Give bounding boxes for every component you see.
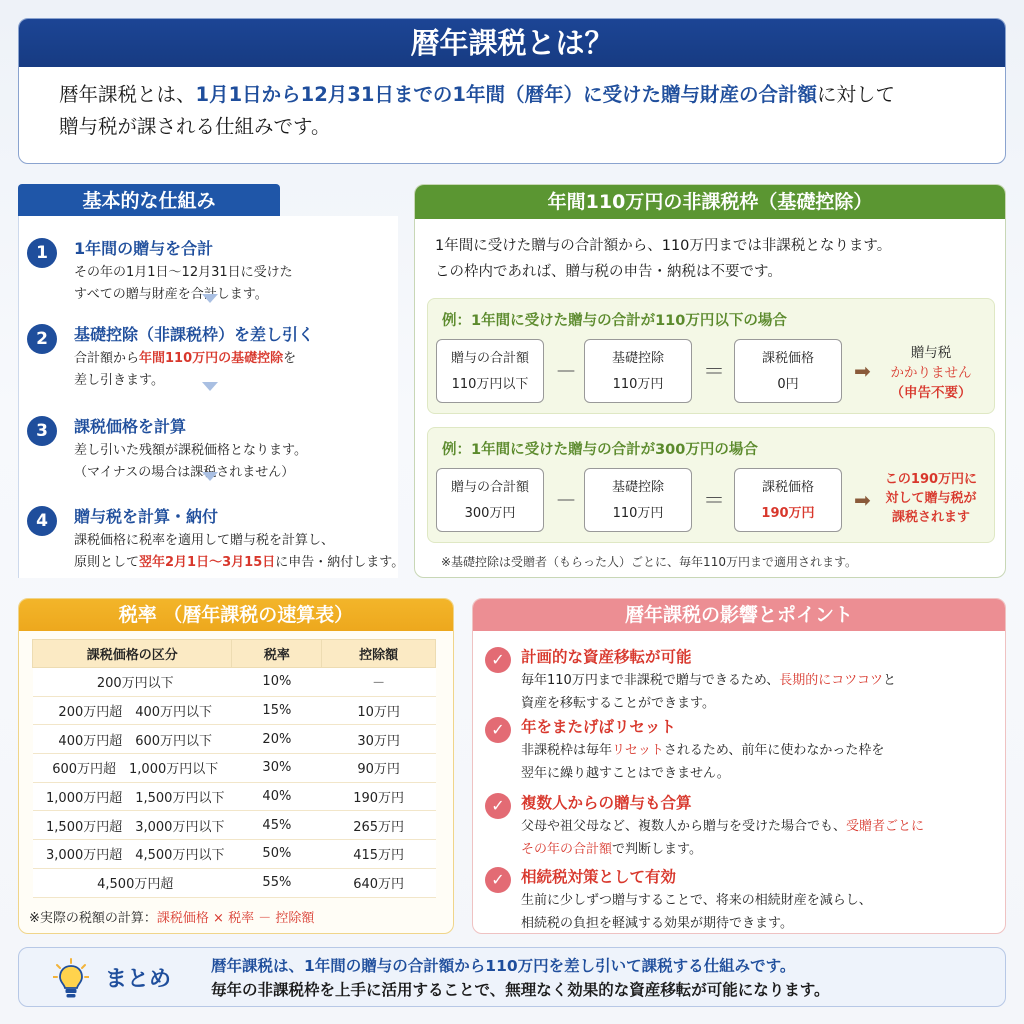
step-number: 2 xyxy=(27,324,57,354)
example-result: この190万円に 対して贈与税が 課税されます xyxy=(884,472,978,525)
column-header: 控除額 xyxy=(322,640,436,668)
step-description: その年の1月1日〜12月31日に受けた すべての贈与財産を合計します。 xyxy=(74,265,293,302)
basic-deduction-box: 基礎控除 110万円 xyxy=(584,339,692,403)
basic-mechanism-title: 基本的な仕組み xyxy=(18,184,280,218)
check-icon: ✓ xyxy=(485,793,511,819)
step-heading: 課税価格を計算 xyxy=(74,417,187,436)
step-description: 差し引いた残額が課税価格となります。 （マイナスの場合は課税されません） xyxy=(74,443,307,480)
tax-rate-title: 税率 （暦年課税の速算表） xyxy=(19,599,453,631)
points-panel xyxy=(472,598,1006,934)
tax-rate-table xyxy=(32,639,436,898)
arrow-right-icon: ➡ xyxy=(854,488,871,512)
minus-sign: － xyxy=(554,489,577,514)
tax-formula-note: ※実際の税額の計算：課税価格 × 税率 － 控除額 xyxy=(29,911,315,926)
intro-line2: 贈与税が課される仕組みです。 xyxy=(59,115,331,138)
step-number: 1 xyxy=(27,238,57,268)
minus-sign: － xyxy=(554,360,577,385)
total-gift-box: 贈与の合計額 300万円 xyxy=(436,468,544,532)
step-description: 課税価格に税率を適用して贈与税を計算し、 原則として翌年2月1日〜3月15日に申告・納付します。 xyxy=(74,533,405,570)
basic-mechanism-steps xyxy=(18,216,405,578)
step-heading: 贈与税を計算・納付 xyxy=(74,507,219,526)
table-row: 400万円超 600万円以下 20% 30万円 xyxy=(33,725,436,754)
step-description: 合計額から年間110万円の基礎控除を 差し引きます。 xyxy=(74,351,297,388)
equals-sign: ＝ xyxy=(702,360,725,385)
step-down-arrow-icon xyxy=(202,294,218,303)
table-row: 600万円超 1,000万円以下 30% 90万円 xyxy=(33,754,436,783)
step-down-arrow-icon xyxy=(202,472,218,481)
example-110-or-less xyxy=(427,298,995,414)
exemption-intro: 1年間に受けた贈与の合計額から、110万円までは非課税となります。 この枠内であれば、贈与税の申告・納税は不要です。 xyxy=(435,238,892,280)
taxable-price-box: 課税価格 0円 xyxy=(734,339,842,403)
point-description: 非課税枠は毎年リセットされるため、前年に使わなかった枠を 翌年に繰り越すことはできません。 xyxy=(521,743,885,781)
intro-line1-highlight: 1月1日から12月31日までの1年間（暦年）に受けた贈与財産の合計額 xyxy=(195,83,817,106)
summary-text: 暦年課税は、1年間の贈与の合計額から110万円を差し引いて課税する仕組みです。 毎年の非課税枠を上手に活用することで、無理なく効果的な資産移転が可能になります。 xyxy=(211,957,830,999)
point-heading: 複数人からの贈与も合算 xyxy=(521,794,692,812)
basic-mechanism-panel xyxy=(18,184,405,579)
total-gift-box: 贈与の合計額 110万円以下 xyxy=(436,339,544,403)
tax-rate-panel xyxy=(18,598,454,934)
example-result: 贈与税 かかりません （申告不要） xyxy=(890,345,972,401)
taxable-price-box: 課税価格 190万円 xyxy=(734,468,842,532)
point-description: 毎年110万円まで非課税で贈与できるため、長期的にコツコツと 資産を移転することができます。 xyxy=(521,673,897,711)
check-icon: ✓ xyxy=(485,647,511,673)
summary-panel xyxy=(18,947,1006,1007)
points-title: 暦年課税の影響とポイント xyxy=(473,599,1005,631)
summary-label: まとめ xyxy=(105,967,172,992)
point-heading: 計画的な資産移転が可能 xyxy=(521,648,692,666)
check-icon: ✓ xyxy=(485,867,511,893)
step-number: 3 xyxy=(27,416,57,446)
point-description: 生前に少しずつ贈与することで、将来の相続財産を減らし、 相続税の負担を軽減する効果が期待できます。 xyxy=(521,893,872,931)
table-header-row xyxy=(33,640,436,668)
intro-line1-post: に対して xyxy=(817,83,896,106)
intro-panel xyxy=(18,18,1006,164)
exemption-panel xyxy=(414,184,1006,578)
column-header: 課税価格の区分 xyxy=(33,640,232,668)
table-row: 200万円超 400万円以下 15% 10万円 xyxy=(33,696,436,725)
exemption-title: 年間110万円の非課税枠（基礎控除） xyxy=(415,185,1005,219)
step-heading: 基礎控除（非課税枠）を差し引く xyxy=(74,325,315,344)
step-number: 4 xyxy=(27,506,57,536)
page-title: 暦年課税とは？ xyxy=(19,19,1005,67)
step-heading: 1年間の贈与を合計 xyxy=(74,239,214,258)
point-heading: 年をまたげばリセット xyxy=(521,718,676,736)
lightbulb-icon xyxy=(53,958,89,1000)
intro-line1-pre: 暦年課税とは、 xyxy=(59,83,196,106)
example-title: 例：1年間に受けた贈与の合計が110万円以下の場合 xyxy=(442,313,787,329)
point-heading: 相続税対策として有効 xyxy=(521,868,677,886)
exemption-note: ※基礎控除は受贈者（もらった人）ごとに、毎年110万円まで適用されます。 xyxy=(441,555,858,569)
equals-sign: ＝ xyxy=(702,489,725,514)
arrow-right-icon: ➡ xyxy=(854,359,871,383)
step-down-arrow-icon xyxy=(202,382,218,391)
table-row: 1,500万円超 3,000万円以下 45% 265万円 xyxy=(33,811,436,840)
point-description: 父母や祖父母など、複数人から贈与を受けた場合でも、受贈者ごとに その年の合計額で判断します。 xyxy=(521,819,925,857)
intro-text xyxy=(19,67,1005,155)
basic-deduction-box: 基礎控除 110万円 xyxy=(584,468,692,532)
check-icon: ✓ xyxy=(485,717,511,743)
table-row: 200万円以下 10% － xyxy=(33,668,436,697)
example-300 xyxy=(427,427,995,543)
example-title: 例：1年間に受けた贈与の合計が300万円の場合 xyxy=(442,442,758,458)
table-row: 3,000万円超 4,500万円以下 50% 415万円 xyxy=(33,840,436,869)
column-header: 税率 xyxy=(232,640,322,668)
table-row: 4,500万円超 55% 640万円 xyxy=(33,868,436,897)
table-row: 1,000万円超 1,500万円以下 40% 190万円 xyxy=(33,782,436,811)
